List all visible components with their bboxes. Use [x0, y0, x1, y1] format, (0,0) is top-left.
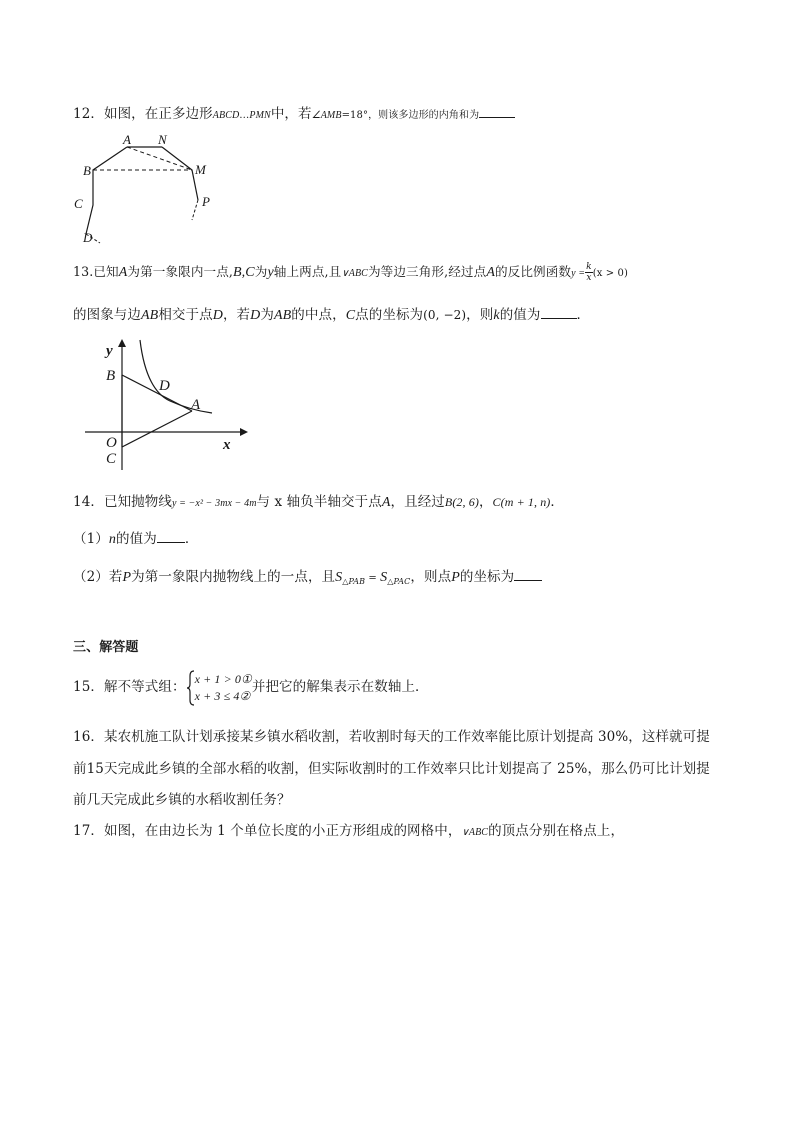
- q13-text: 的中点，: [291, 307, 346, 323]
- q13-text: 为: [260, 307, 274, 323]
- q13-text: 点的坐标为: [355, 307, 424, 323]
- label-y: y: [106, 343, 113, 359]
- point-A: A: [118, 265, 128, 280]
- q13-text: 轴上两点,且: [273, 264, 342, 279]
- x-axis-arrow: [240, 428, 248, 436]
- q14-stem: [73, 492, 564, 514]
- q13-line-1: [73, 262, 628, 284]
- label-D: D: [83, 230, 93, 245]
- q13-text: 的反比例函数: [494, 264, 572, 279]
- label-M: M: [195, 162, 206, 177]
- y-axis-arrow: [118, 339, 126, 347]
- q12-text: 中，若: [270, 106, 312, 122]
- segment-AB: AB: [273, 308, 292, 323]
- point-A: A: [381, 495, 391, 510]
- triangle-ABC: ∨ABC: [341, 268, 368, 279]
- q12-ellipsis: …: [239, 110, 250, 121]
- point-A: A: [486, 265, 495, 280]
- q13-text: 为等边三角形,经过点: [367, 264, 487, 279]
- q13-text: 为第一象限内一点,: [127, 264, 234, 279]
- q13-text: ，若: [222, 307, 251, 323]
- q13-text: ．: [576, 307, 591, 323]
- q13-text: ，则: [466, 307, 494, 323]
- q15-text: 15．解不等式组：: [73, 679, 186, 695]
- q13-text: 的值为: [499, 307, 541, 323]
- q12-polygon-name-2: PMN: [249, 110, 271, 121]
- q15-text: 并把它的解集表示在数轴上．: [251, 679, 429, 695]
- parabola-equation: y = −x² − 3mx − 4m: [171, 498, 257, 509]
- q14-text: （2）若: [73, 569, 123, 585]
- q12-text: 12．如图，在正多边形: [73, 106, 213, 122]
- label-A: A: [191, 397, 201, 413]
- q13-text: 相交于点: [158, 307, 213, 323]
- q16-line-3: 前几天完成此乡镇的水稻收割任务？: [73, 792, 291, 808]
- point-D: D: [250, 308, 261, 323]
- axis-y: y: [267, 265, 274, 280]
- q17-text: 的顶点分别在格点上，: [488, 823, 625, 839]
- q14-text: ，: [478, 494, 493, 510]
- inequality-system: [186, 668, 252, 708]
- area-subscript: △PAB: [342, 577, 366, 586]
- point-B: B(2, 6): [444, 495, 479, 509]
- segment-AB: AB: [141, 308, 159, 323]
- area-S: S: [335, 570, 343, 585]
- label-B: B: [83, 163, 91, 178]
- label-O: O: [106, 435, 117, 451]
- label-C: C: [74, 196, 83, 211]
- points-BC: B,C: [233, 265, 255, 280]
- point-C: C: [345, 308, 356, 323]
- q17-text: 17．如图，在由边长为 1 个单位长度的小正方形组成的网格中，: [73, 823, 462, 839]
- q13-text: 为: [254, 264, 268, 279]
- q12-polygon-name: ABCD: [212, 110, 240, 121]
- variable-k: k: [493, 308, 500, 323]
- label-N: N: [158, 132, 167, 147]
- area-subscript: △PAC: [387, 577, 411, 586]
- label-P: P: [202, 194, 210, 209]
- q14-2-answer-blank: [514, 566, 542, 581]
- inequality-1: x + 1 > 0①: [194, 672, 252, 686]
- side-AC: [122, 411, 192, 447]
- point-C: C(m + 1, n): [492, 495, 551, 509]
- fraction-k-over-x: [585, 262, 593, 283]
- q13-text: 13.已知: [73, 264, 119, 279]
- equals-sign: =: [365, 573, 381, 584]
- q13-text: 的图象与边: [73, 307, 141, 323]
- q14-text: （1）: [73, 531, 109, 547]
- label-B: B: [106, 368, 116, 384]
- hyperbola-curve: [140, 340, 212, 413]
- frac-denominator: x: [586, 273, 592, 283]
- q14-text: ，则点: [410, 569, 452, 585]
- q12-answer-blank: [479, 103, 515, 118]
- q14-text: ，且经过: [390, 494, 445, 510]
- label-D: D: [159, 378, 170, 394]
- q16-line-2: 前15天完成此乡镇的全部水稻的收割，但实际收割时的工作效率只比计划提高了 25%，那么仍可比计划提: [73, 761, 710, 777]
- coordinate-C: (0, −2): [423, 308, 467, 322]
- brace-icon: [186, 670, 195, 706]
- area-S: S: [380, 570, 388, 585]
- q12-polygon-figure: [72, 130, 222, 250]
- q14-text: 14．已知抛物线: [73, 494, 172, 510]
- function-y: y =: [571, 268, 586, 279]
- q12-text: =18°，则该多边形的内角和为: [341, 110, 480, 121]
- section-heading: 三、解答题: [73, 640, 139, 655]
- q13-line-2: [73, 304, 590, 326]
- domain-condition: (x > 0): [592, 268, 628, 279]
- side-BA: [122, 375, 192, 411]
- q14-text: 为第一象限内抛物线上的一点，且: [131, 569, 336, 585]
- label-C: C: [106, 451, 117, 467]
- point-D: D: [212, 308, 223, 323]
- inequality-2: x + 3 ≤ 4②: [194, 689, 251, 703]
- frac-numerator: k: [586, 262, 592, 272]
- point-P: P: [451, 570, 460, 585]
- system-lines: [195, 671, 252, 705]
- edge-NMP: [162, 147, 198, 200]
- point-P: P: [122, 570, 132, 585]
- q14-part1: [73, 528, 198, 550]
- q13-answer-blank: [541, 304, 577, 319]
- polygon-edges: [86, 147, 127, 234]
- q14-part2: [73, 566, 542, 592]
- q14-text: ．: [550, 494, 565, 510]
- q13-coordinate-figure: [80, 335, 250, 475]
- q16-line-1: 16．某农机施工队计划承接某乡镇水稻收割，若收割时每天的工作效率能比原计划提高 30%，这样就可提: [73, 729, 710, 745]
- q12-line: [73, 103, 515, 126]
- q14-text: 的坐标为: [459, 569, 515, 585]
- q14-text: 的值为: [116, 531, 157, 547]
- q14-text: 与 x 轴负半轴交于点: [256, 494, 382, 510]
- dashed-AM: [127, 147, 192, 170]
- label-A: A: [123, 132, 131, 147]
- q14-1-answer-blank: [157, 528, 185, 543]
- variable-n: n: [108, 532, 116, 547]
- q12-angle: ∠AMB: [311, 110, 342, 121]
- dash-PD: [192, 200, 198, 220]
- q14-text: ．: [184, 531, 199, 547]
- triangle-ABC: ∨ABC: [461, 827, 489, 838]
- label-x: x: [223, 437, 231, 453]
- q15-line: [73, 667, 429, 707]
- q17-line: [73, 821, 624, 843]
